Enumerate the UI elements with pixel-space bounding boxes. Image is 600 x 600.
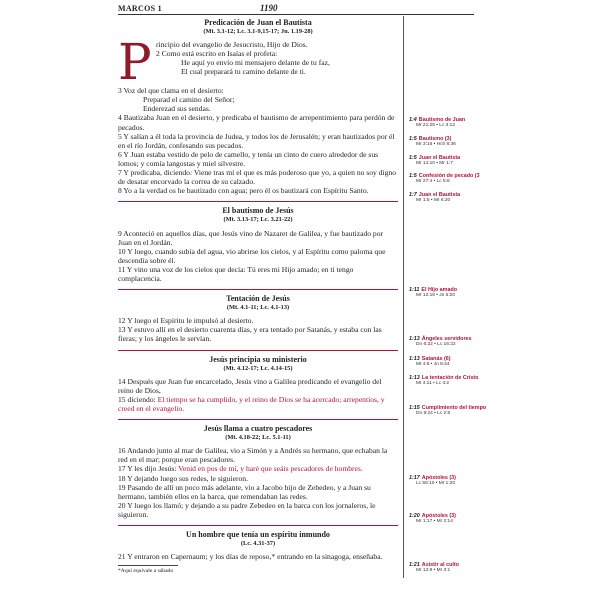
- verse-1: rincipio del evangelio de Jesucristo, Hijo de Dios.: [156, 40, 308, 50]
- header-rule: [118, 14, 474, 15]
- note-verse: 1:11: [409, 287, 420, 293]
- note-title: Satanás (6): [421, 356, 451, 362]
- note-title: Apóstoles (3): [421, 475, 456, 481]
- side-note: [409, 155, 481, 167]
- verse-2: 2 Como está escrito en Isaías el profeta:: [156, 49, 278, 59]
- note-verse: 1:5: [409, 136, 417, 142]
- verse-15: [118, 395, 398, 413]
- note-verse: 1:13: [409, 356, 420, 362]
- side-note: [409, 475, 481, 487]
- column-divider: [403, 16, 404, 578]
- verse-17: [118, 464, 398, 473]
- side-note: [409, 405, 487, 417]
- verse-19: 19 Pasando de allí un poco más adelante, vio a Jacobo hijo de Zebedeo, y a Juan su hermano, también ellos en la barca, que remendaban las redes.: [118, 482, 371, 501]
- note-refs: Dn 6:22 • Lc 16:22: [416, 342, 456, 348]
- note-verse: 1:17: [409, 475, 420, 481]
- footnote: *Aquí equivale a sábado: [118, 568, 174, 575]
- section-parallel-refs: (Lc. 4.31-37): [240, 540, 276, 548]
- verse-9: 9 Aconteció en aquellos días, que Jesús vino de Nazaret de Galilea, y fue bautizado por Juan en el Jordán.: [118, 228, 384, 247]
- verse-5: 5 Y salían a él toda la provincia de Judea, y todos los de Jerusalén; y eran bautizados por él en el río Jordán, confesando sus pecados.: [118, 131, 395, 150]
- verse-3: 3 Voz del que clama en el desierto:: [118, 86, 224, 96]
- words-of-jesus: El tiempo se ha cumplido, y el reino de Dios se ha acercado; arrepentíos, y creed en el evangelio.: [118, 394, 385, 413]
- note-verse: 1:20: [409, 513, 420, 519]
- side-note: [409, 287, 481, 299]
- note-verse: 1:4: [409, 117, 417, 123]
- note-refs: Mr 3:16 • Hch 8:36: [416, 142, 456, 148]
- section-block: [118, 419, 398, 442]
- verse-14: 14 Después que Juan fue encarcelado, Jesús vino a Galilea predicando el evangelio del reino de Dios,: [118, 376, 382, 395]
- note-refs: Mr 12:9 • Mr 3:1: [416, 568, 451, 574]
- note-verse: 1:5: [409, 173, 417, 179]
- note-title: El Hijo amado: [421, 287, 458, 293]
- verse-10: 10 Y luego, cuando subía del agua, vio abrirse los cielos, y al Espíritu como paloma que descendía sobre él.: [118, 246, 386, 265]
- section-parallel-refs: (Mt. 3.13-17; Lc. 3.21-22): [223, 216, 293, 224]
- section-block: [118, 350, 398, 373]
- note-refs: Mr 27:4 • Lc 5:8: [416, 179, 450, 185]
- section-block: [118, 289, 398, 312]
- running-header-book: MARCOS 1: [118, 4, 162, 13]
- side-note: [409, 117, 481, 129]
- side-note: [409, 336, 481, 348]
- main-text-column: [118, 16, 398, 576]
- note-verse: 1:13: [409, 336, 420, 342]
- note-verse: 1:7: [409, 192, 417, 198]
- note-verse: 1:15: [409, 405, 420, 411]
- verse-3-quote-line: Enderezad sus sendas.: [143, 104, 211, 114]
- section-title: Predicación de Juan el Bautista: [204, 18, 312, 27]
- side-note: [409, 513, 481, 525]
- section-parallel-refs: (Mt. 3.1-12; Lc. 3.1-9,15-17; Jn. 1.19-28): [203, 28, 313, 36]
- note-title: Confesión de pecado (3: [418, 173, 480, 179]
- section-parallel-refs: (Mt. 4.18-22; Lc. 5.1-11): [225, 434, 291, 442]
- verse-4: 4 Bautizaba Juan en el desierto, y predicaba el bautismo de arrepentimiento para perdón de pecados.: [118, 113, 395, 132]
- note-refs: Mt 4:11 • Lc 4:2: [416, 381, 450, 387]
- side-note: [409, 562, 481, 574]
- note-title: Cumplimiento del tiempo: [421, 405, 487, 411]
- verse-6: 6 Y Juan estaba vestido de pelo de camello, y tenía un cinto de cuero alrededor de sus lomos; y comía langostas y miel silvestre.: [118, 149, 379, 168]
- note-title: La tentación de Cristo: [421, 375, 479, 381]
- verse-7: 7 Y predicaba, diciendo: Viene tras mí el que es más poderoso que yo, a quien no soy digno de desatar encorvado la correa de su calzado.: [118, 168, 397, 187]
- words-of-jesus: Venid en pos de mí, y haré que seáis pescadores de hombres.: [178, 464, 363, 474]
- side-note: [409, 173, 481, 185]
- note-refs: Mr 12:18 • Jn 5:20: [416, 293, 456, 299]
- side-note: [409, 136, 481, 148]
- note-verse: 1:13: [409, 375, 420, 381]
- note-title: Juan el Bautista: [418, 155, 461, 161]
- verse-3-quote-line: Preparad el camino del Señor;: [143, 95, 235, 105]
- note-title: Apóstoles (3): [421, 513, 456, 519]
- section-block: [118, 525, 398, 548]
- section-title: Jesús llama a cuatro pescadores: [203, 424, 313, 434]
- section-parallel-refs: (Mt. 4.12-17; Lc. 4.14-15): [223, 364, 293, 372]
- footnote-rule: [118, 565, 178, 566]
- note-verse: 1:5: [409, 155, 417, 161]
- note-title: Asistir al culto: [421, 562, 459, 568]
- side-note: [409, 192, 481, 204]
- side-note: [409, 375, 481, 387]
- note-refs: Mr 21:25 • Lc 3:12: [416, 123, 456, 129]
- verse-15-intro: 15 diciendo:: [118, 394, 158, 404]
- note-title: Ángeles servidores: [421, 336, 472, 342]
- section-title: Un hombre que tenía un espíritu inmundo: [186, 530, 330, 540]
- section-block: [118, 201, 398, 224]
- verse-17-intro: 17 Y les dijo Jesús:: [118, 464, 179, 474]
- note-refs: Mr 1:5 • Mr 6:20: [416, 198, 451, 204]
- verse-2-quote-line: El cual preparará tu camino delante de ti.: [181, 67, 306, 77]
- section-title: Tentación de Jesús: [226, 294, 290, 304]
- note-refs: Lc 56:10 • Mr 1:20: [416, 481, 456, 487]
- note-title: Bautismo (3): [418, 136, 452, 142]
- verse-20: 20 Y luego los llamó; y dejando a su padre Zebedeo en la barca con los jornaleros, le siguieron.: [118, 500, 376, 519]
- note-title: Juan el Bautista: [418, 192, 461, 198]
- side-note: [409, 356, 481, 368]
- note-refs: Mr 14:10 • Mr 1:7: [416, 161, 453, 167]
- verse-21: 21 Y entraron en Capernaum; y los días de reposo,* entrando en la sinagoga, enseñaba.: [118, 552, 383, 562]
- verse-11: 11 Y vino una voz de los cielos que decía: Tú eres mi Hijo amado; en ti tengo complacencia.: [118, 264, 354, 283]
- note-refs: Dn 9:24 • Lc 2:6: [416, 411, 451, 417]
- verse-12: 12 Y luego el Espíritu le impulsó al desierto.: [118, 316, 254, 326]
- verse-2-quote-line: He aquí yo envío mi mensajero delante de tu faz,: [181, 58, 330, 68]
- drop-cap: P: [118, 33, 152, 92]
- verse-16: 16 Andando junto al mar de Galilea, vio a Simón y a Andrés su hermano, que echaban la red en el mar; porque eran pescadores.: [118, 446, 388, 465]
- page-number: 1190: [260, 3, 278, 13]
- section-parallel-refs: (Mt. 4.1-11; Lc. 4.1-13): [226, 304, 290, 312]
- note-refs: Mr 1:17 • Mr 2:14: [416, 519, 453, 525]
- section-title: El bautismo de Jesús: [222, 206, 294, 216]
- verse-8: 8 Yo a la verdad os he bautizado con agua; pero él os bautizará con Espíritu Santo.: [118, 186, 369, 196]
- note-refs: Mt 4:6 • Jn 8:44: [416, 362, 450, 368]
- section-title: Jesús principia su ministerio: [209, 354, 307, 364]
- note-title: Bautismo de Juan: [418, 117, 466, 123]
- verse-13: 13 Y estuvo allí en el desierto cuarenta días, y era tentado por Satanás, y estaba con las fieras; y los ángeles le servían.: [118, 325, 382, 344]
- verse-18: 18 Y dejando luego sus redes, le siguieron.: [118, 473, 248, 483]
- note-verse: 1:21: [409, 562, 420, 568]
